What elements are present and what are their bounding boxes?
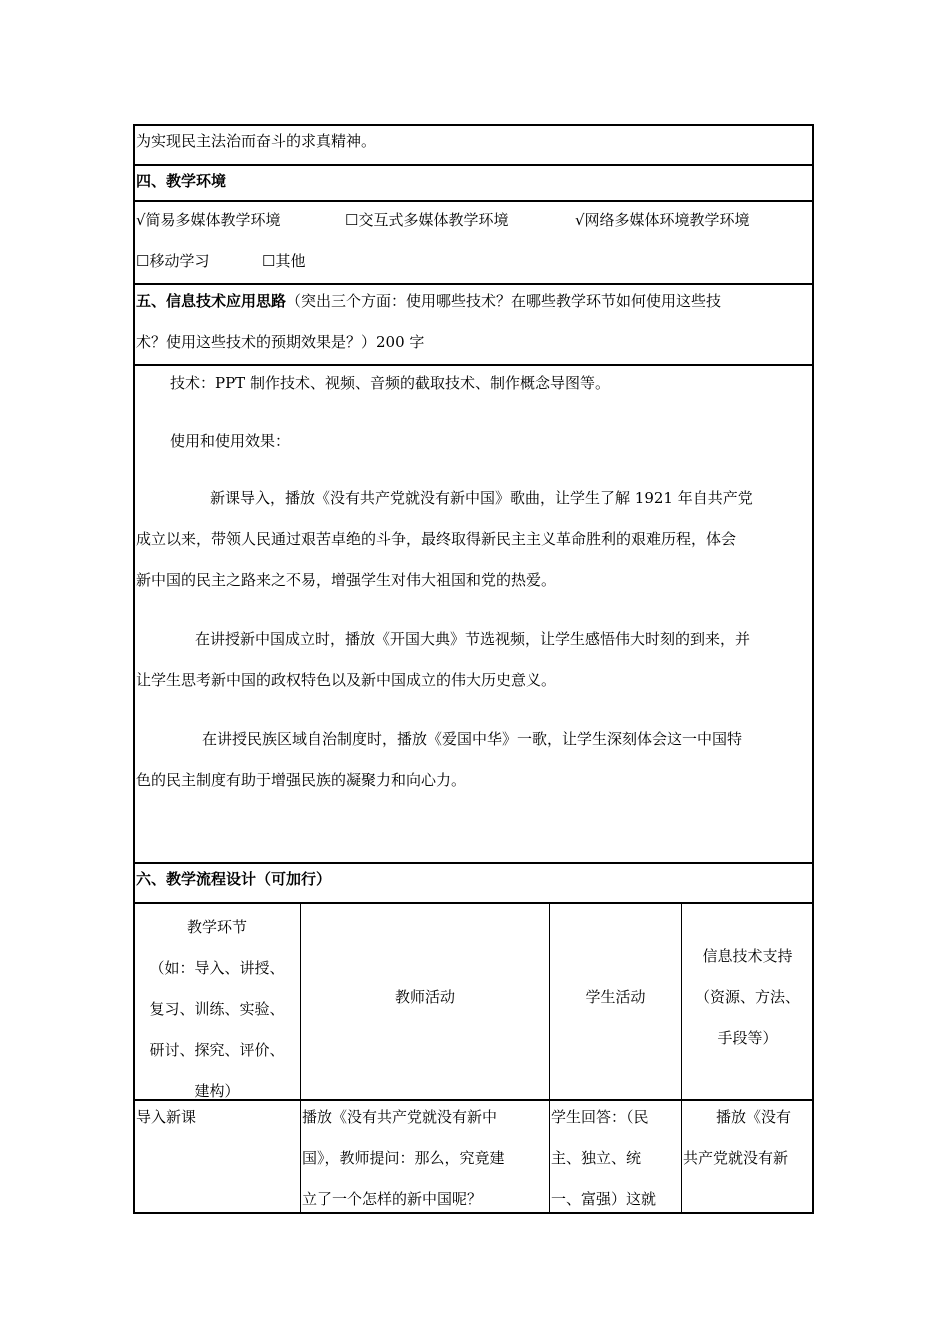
row-student-line: 学生回答：（民 (551, 1108, 649, 1126)
row-student-activity (551, 1097, 681, 1220)
header-it-line: 手段等） (717, 1029, 778, 1047)
header-stage-line: 建构） (194, 1082, 240, 1100)
row-it-support (683, 1097, 813, 1179)
section5-note-1: （突出三个方面：使用哪些技术？在哪些教学环节如何使用这些技 (286, 292, 722, 310)
header-stage-line: 教学环节 (186, 918, 247, 936)
para1-line1: 新课导入，播放《没有共产党就没有新中国》歌曲，让学生了解 1921 年自共产党 (210, 489, 753, 507)
row-teacher-line: 立了一个怎样的新中国呢？ (302, 1190, 483, 1208)
section5-heading (136, 291, 721, 311)
row-student-line: 主、独立、统 (551, 1149, 642, 1167)
option-network-multimedia: √网络多媒体环境教学环境 (575, 211, 750, 229)
row-divider (133, 862, 814, 864)
option-simple-multimedia: √简易多媒体教学环境 (136, 211, 281, 229)
tech-line: 技术：PPT 制作技术、视频、音频的截取技术、制作概念导图等。 (170, 374, 610, 392)
header-it-line: 信息技术支持 (702, 947, 793, 965)
section6-title: 六、教学流程设计（可加行） (136, 870, 332, 888)
usage-title: 使用和使用效果： (170, 432, 291, 450)
header-it-line: （资源、方法、 (694, 988, 800, 1006)
header-stage (134, 907, 300, 1112)
para1-line3: 新中国的民主之路来之不易，增强学生对伟大祖国和党的热爱。 (136, 571, 557, 589)
row-divider (133, 364, 814, 366)
header-student-activity: 学生活动 (585, 988, 646, 1006)
header-it-support (682, 936, 813, 1059)
header-stage-line: （如：导入、讲授、 (149, 959, 285, 977)
row-stage: 导入新课 (136, 1108, 197, 1126)
row-it-line: 播放《没有 (716, 1108, 792, 1126)
para3-line1: 在讲授民族区域自治制度时，播放《爱国中华》一歌，让学生深刻体会这一中国特 (202, 730, 743, 748)
option-interactive-multimedia: ☐交互式多媒体教学环境 (345, 211, 509, 229)
section4-title: 四、教学环境 (136, 172, 227, 190)
option-other: ☐其他 (262, 252, 306, 270)
row-divider (133, 200, 814, 202)
section5-title: 五、信息技术应用思路 (136, 292, 287, 310)
column-divider (300, 903, 301, 1214)
row-it-line: 共产党就没有新 (683, 1149, 789, 1167)
row-student-line: 一、富强）这就 (551, 1190, 657, 1208)
para2-line1: 在讲授新中国成立时，播放《开国大典》节选视频，让学生感悟伟大时刻的到来，并 (195, 630, 751, 648)
row-teacher-line: 播放《没有共产党就没有新中 (302, 1108, 498, 1126)
option-mobile-learning: ☐移动学习 (136, 252, 210, 270)
header-teacher-activity: 教师活动 (394, 988, 455, 1006)
para2-line2: 让学生思考新中国的政权特色以及新中国成立的伟大历史意义。 (136, 671, 557, 689)
intro-text: 为实现民主法治而奋斗的求真精神。 (136, 132, 377, 150)
row-teacher-line: 国》，教师提问：那么，究竟建 (302, 1149, 505, 1167)
row-teacher-activity (302, 1097, 548, 1220)
para1-line2: 成立以来，带领人民通过艰苦卓绝的斗争，最终取得新民主主义革命胜利的艰难历程，体会 (136, 530, 737, 548)
row-divider (133, 164, 814, 166)
section5-note-2: 术？使用这些技术的预期效果是？）200 字 (136, 333, 425, 351)
column-divider (549, 903, 550, 1214)
header-stage-line: 研讨、探究、评价、 (149, 1041, 285, 1059)
para3-line2: 色的民主制度有助于增强民族的凝聚力和向心力。 (136, 771, 467, 789)
header-stage-line: 复习、训练、实验、 (149, 1000, 285, 1018)
row-divider (133, 283, 814, 285)
row-divider (133, 902, 814, 904)
